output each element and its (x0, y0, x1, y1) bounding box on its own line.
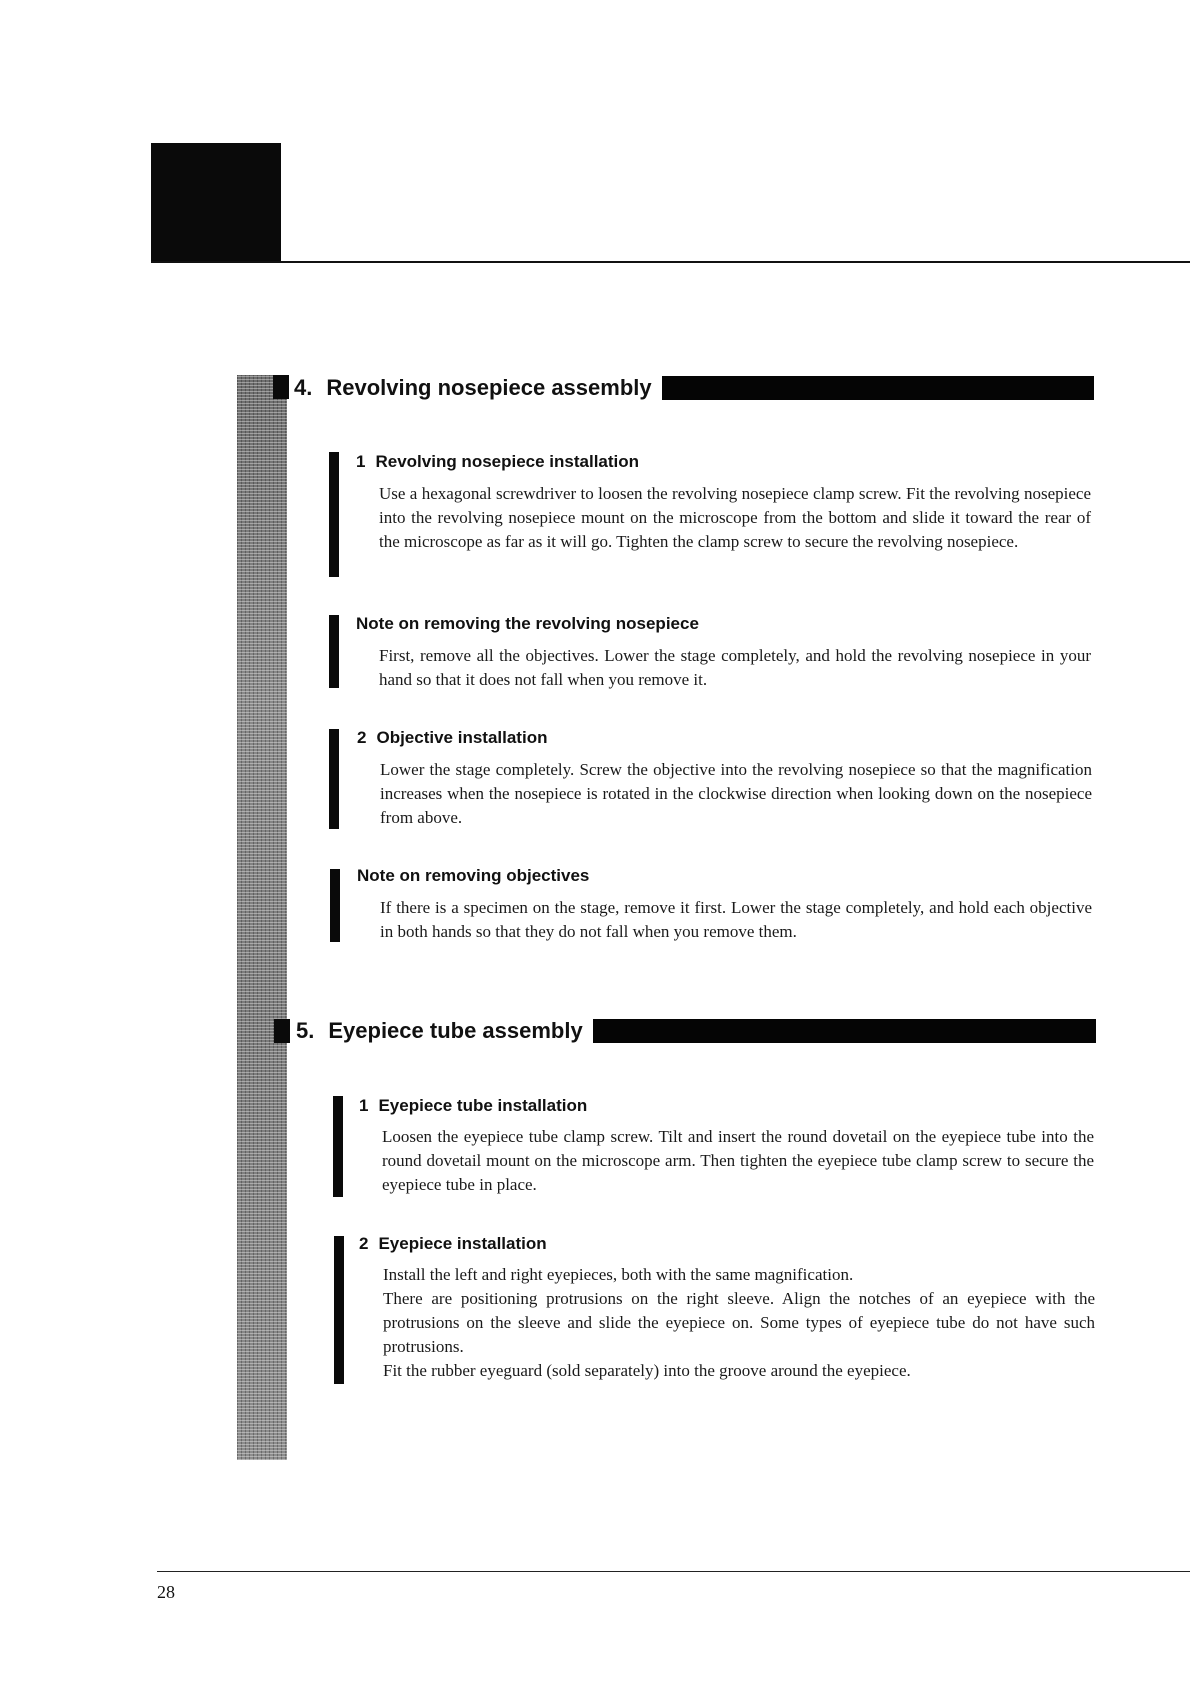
subsection-bar (329, 729, 339, 829)
section-marker (273, 375, 289, 399)
note-title: Note on removing the revolving nosepiece (356, 614, 699, 633)
subsection-number: 1 (359, 1096, 369, 1115)
section-heading-bar (662, 376, 1094, 400)
subsection-bar (334, 1236, 344, 1384)
note-bar (329, 615, 339, 688)
chapter-corner-block (151, 143, 281, 262)
section-marker (274, 1019, 290, 1043)
subsection-bar (333, 1096, 343, 1197)
note-bar (330, 869, 340, 942)
subsection-body (383, 1263, 1095, 1383)
note-body (379, 644, 1091, 692)
side-tab-strip (237, 375, 287, 1460)
subsection-title: Eyepiece installation (378, 1234, 547, 1253)
paragraph: If there is a specimen on the stage, remove it first. Lower the stage completely, and hold each objective in both hands so that they do not fall when you remove them. (380, 898, 1092, 941)
subsection-heading (357, 728, 547, 748)
note-heading (357, 866, 589, 886)
subsection-heading (359, 1096, 587, 1116)
page-number: 28 (157, 1582, 175, 1602)
subsection-title: Revolving nosepiece installation (375, 452, 640, 471)
note-body (380, 896, 1092, 944)
paragraph: Install the left and right eyepieces, both with the same magnification. (383, 1265, 854, 1284)
subsection-title: Objective installation (376, 728, 548, 747)
section-heading (294, 375, 1094, 401)
section-heading-bar (593, 1019, 1096, 1043)
subsection-heading (356, 452, 639, 472)
section-number: 4. (294, 375, 313, 400)
section-title: Eyepiece tube assembly (328, 1018, 583, 1043)
subsection-body (379, 482, 1091, 554)
paragraph: Fit the rubber eyeguard (sold separately) into the groove around the eyepiece. (383, 1361, 911, 1380)
subsection-body (382, 1125, 1094, 1197)
subsection-heading (359, 1234, 547, 1254)
subsection-number: 2 (359, 1234, 369, 1253)
note-title: Note on removing objectives (357, 866, 590, 885)
note-heading (356, 614, 699, 634)
subsection-title: Eyepiece tube installation (378, 1096, 588, 1115)
section-heading (296, 1018, 1096, 1044)
footer-rule (157, 1571, 1190, 1572)
subsection-number: 1 (356, 452, 366, 471)
subsection-number: 2 (357, 728, 367, 747)
section-title: Revolving nosepiece assembly (326, 375, 652, 400)
paragraph: There are positioning protrusions on the right sleeve. Align the notches of an eyepiece with the protrusions on the sleeve and slide the eyepiece on. Some types of eyepiece tube do not have such protrusions. (383, 1289, 1095, 1356)
paragraph: Lower the stage completely. Screw the objective into the revolving nosepiece so that the magnification increases when the nosepiece is rotated in the clockwise direction when looking down on the nosepiece from above. (380, 760, 1092, 827)
subsection-bar (329, 452, 339, 577)
header-rule (151, 261, 1190, 263)
section-number: 5. (296, 1018, 315, 1043)
subsection-body (380, 758, 1092, 830)
paragraph: Loosen the eyepiece tube clamp screw. Tilt and insert the round dovetail on the eyepiece tube into the round dovetail mount on the microscope arm. Then tighten the eyepiece tube clamp screw to secure the eyepiece tube in place. (382, 1127, 1094, 1194)
paragraph: First, remove all the objectives. Lower the stage completely, and hold the revolving nosepiece in your hand so that it does not fall when you remove it. (379, 646, 1091, 689)
paragraph: Use a hexagonal screwdriver to loosen the revolving nosepiece clamp screw. Fit the revolving nosepiece into the revolving nosepiece mount on the microscope from the bottom and slide it toward the rear of the microscope as far as it will go. Tighten the clamp screw to secure the revolving nosepiece. (379, 484, 1091, 551)
